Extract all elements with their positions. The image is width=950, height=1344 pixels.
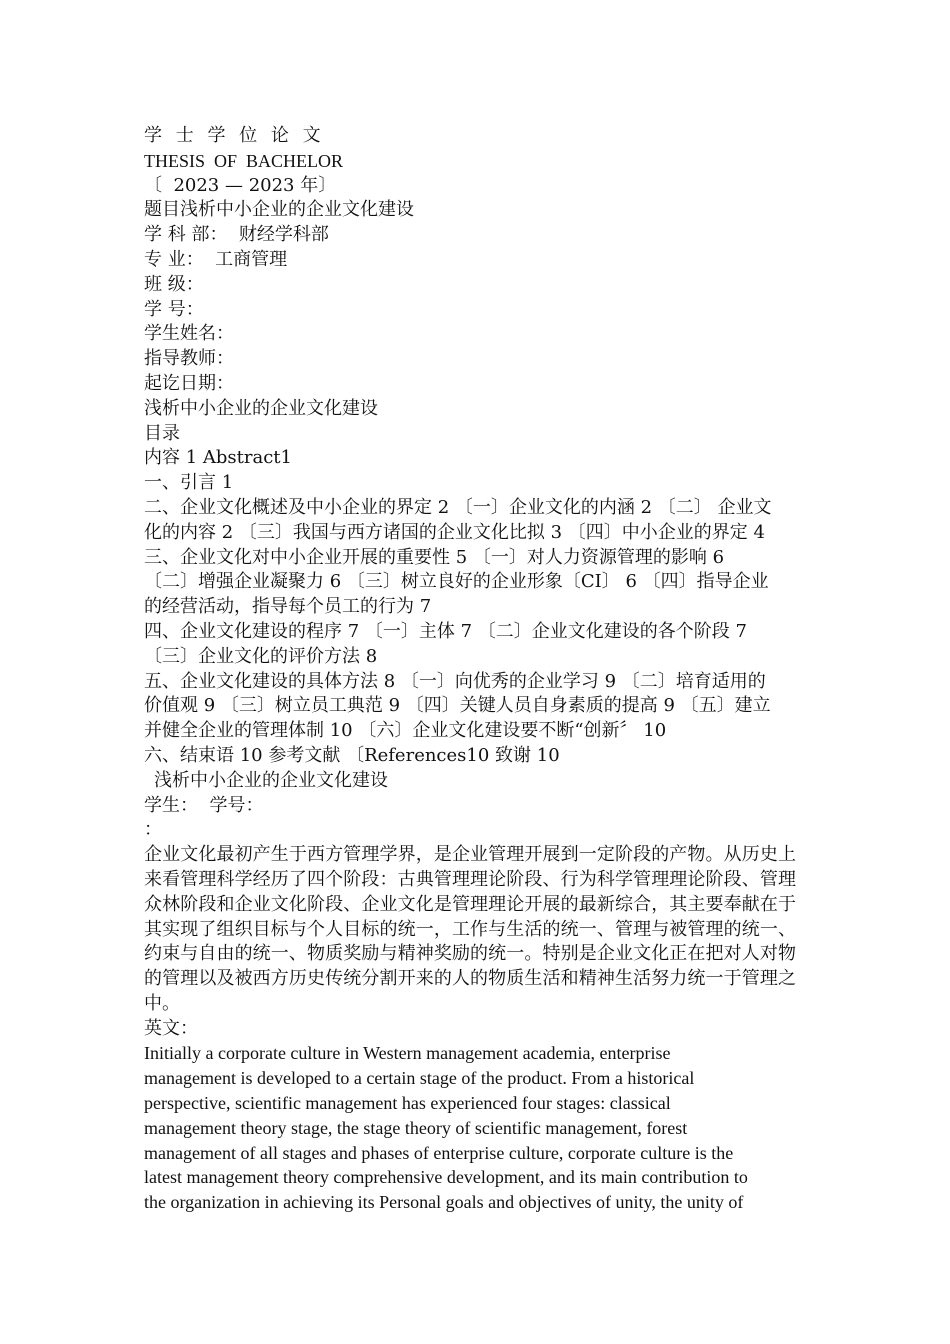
cover-topic: 题目浅析中小企业的企业文化建设 (144, 199, 414, 221)
toc-line: 四、企业文化建设的程序 7 〔一〕主体 7 〔二〕企业文化建设的各个阶段 7 (144, 620, 747, 642)
cover-department: 学 科 部： 财经学科部 (144, 224, 329, 246)
cover-title-en: THESIS OF BACHELOR (144, 150, 344, 171)
document-page (144, 124, 796, 1215)
abstract-en-line: management theory stage, the stage theory of scientific management, forest (144, 1117, 688, 1138)
toc-doc-title: 浅析中小企业的企业文化建设 (144, 397, 378, 419)
abstract-cn: 企业文化最初产生于西方管理学界，是企业管理开展到一定阶段的产物。从历史上来看管理科学经历了四个阶段：古典管理理论阶段、行为科学管理理论阶段、管理众林阶段和企业文化阶段、企业文化是管理理论开展的最新综合，其主要奉献在于其实现了组织目标与个人目标的统一，工作与生活的统一、管理与被管理的统一、约束与自由的统一、物质奖励与精神奖励的统一。特别是企业文化正在把对人对物的管理以及被西方历史传统分割开来的人的物质生活和精神生活努力统一于管理之中。 (144, 844, 796, 1014)
toc-line: 一、引言 1 (144, 472, 234, 494)
cover-years: 〔 2023 — 2023 年〕 (144, 174, 337, 196)
abstract-en-line: management of all stages and phases of enterprise culture, corporate culture is the (144, 1142, 734, 1163)
body-student-line: 学生： 学号： (144, 794, 264, 816)
body-title: 浅析中小企业的企业文化建设 (154, 769, 388, 791)
toc-line: 内容 1 Abstract1 (144, 447, 292, 469)
abstract-en-line: management is developed to a certain stage of the product. From a historical (144, 1068, 695, 1089)
toc-line: 并健全企业的管理体制 10 〔六〕企业文化建设要不断“创新〞 10 (144, 720, 667, 742)
toc-line: 六、结束语 10 参考文献 〔References10 致谢 10 (144, 744, 560, 766)
cover-class: 班 级： (144, 273, 204, 295)
abstract-en (144, 1041, 796, 1215)
toc-line: 二、企业文化概述及中小企业的界定 2 〔一〕企业文化的内涵 2 〔二〕 企业文 (144, 496, 772, 518)
abstract-en-line: Initially a corporate culture in Western management academia, enterprise (144, 1043, 671, 1064)
toc-line: 化的内容 2 〔三〕我国与西方诸国的企业文化比拟 3 〔四〕中小企业的界定 4 (144, 521, 765, 543)
toc-heading: 目录 (144, 422, 180, 444)
toc-line: 五、企业文化建设的具体方法 8 〔一〕向优秀的企业学习 9 〔二〕培育适用的 (144, 670, 766, 692)
english-label: 英文： (144, 1017, 198, 1039)
toc-line: 〔三〕企业文化的评价方法 8 (144, 645, 378, 667)
abstract-en-line: perspective, scientific management has experienced four stages: classical (144, 1093, 671, 1114)
abstract-en-line: the organization in achieving its Personal goals and objectives of unity, the unity of (144, 1192, 744, 1213)
toc-line: 价值观 9 〔三〕树立员工典范 9 〔四〕关键人员自身素质的提高 9 〔五〕建立 (144, 695, 771, 717)
cover-student-name: 学生姓名： (144, 323, 234, 345)
body-colon: ： (144, 819, 162, 841)
abstract-en-line: latest management theory comprehensive development, and its main contribution to (144, 1167, 748, 1188)
table-of-contents (144, 446, 796, 768)
toc-line: 〔二〕增强企业凝聚力 6 〔三〕树立良好的企业形象〔CI〕 6 〔四〕指导企业 (144, 571, 769, 593)
cover-major: 专 业： 工商管理 (144, 248, 288, 270)
cover-advisor: 指导教师： (144, 348, 234, 370)
cover-dates: 起讫日期： (144, 372, 234, 394)
cover-title-cn: 学 士 学 位 论 文 (144, 125, 325, 146)
cover-student-no: 学 号： (144, 298, 204, 320)
toc-line: 三、企业文化对中小企业开展的重要性 5 〔一〕对人力资源管理的影响 6 (144, 546, 725, 568)
toc-line: 的经营活动，指导每个员工的行为 7 (144, 596, 432, 618)
